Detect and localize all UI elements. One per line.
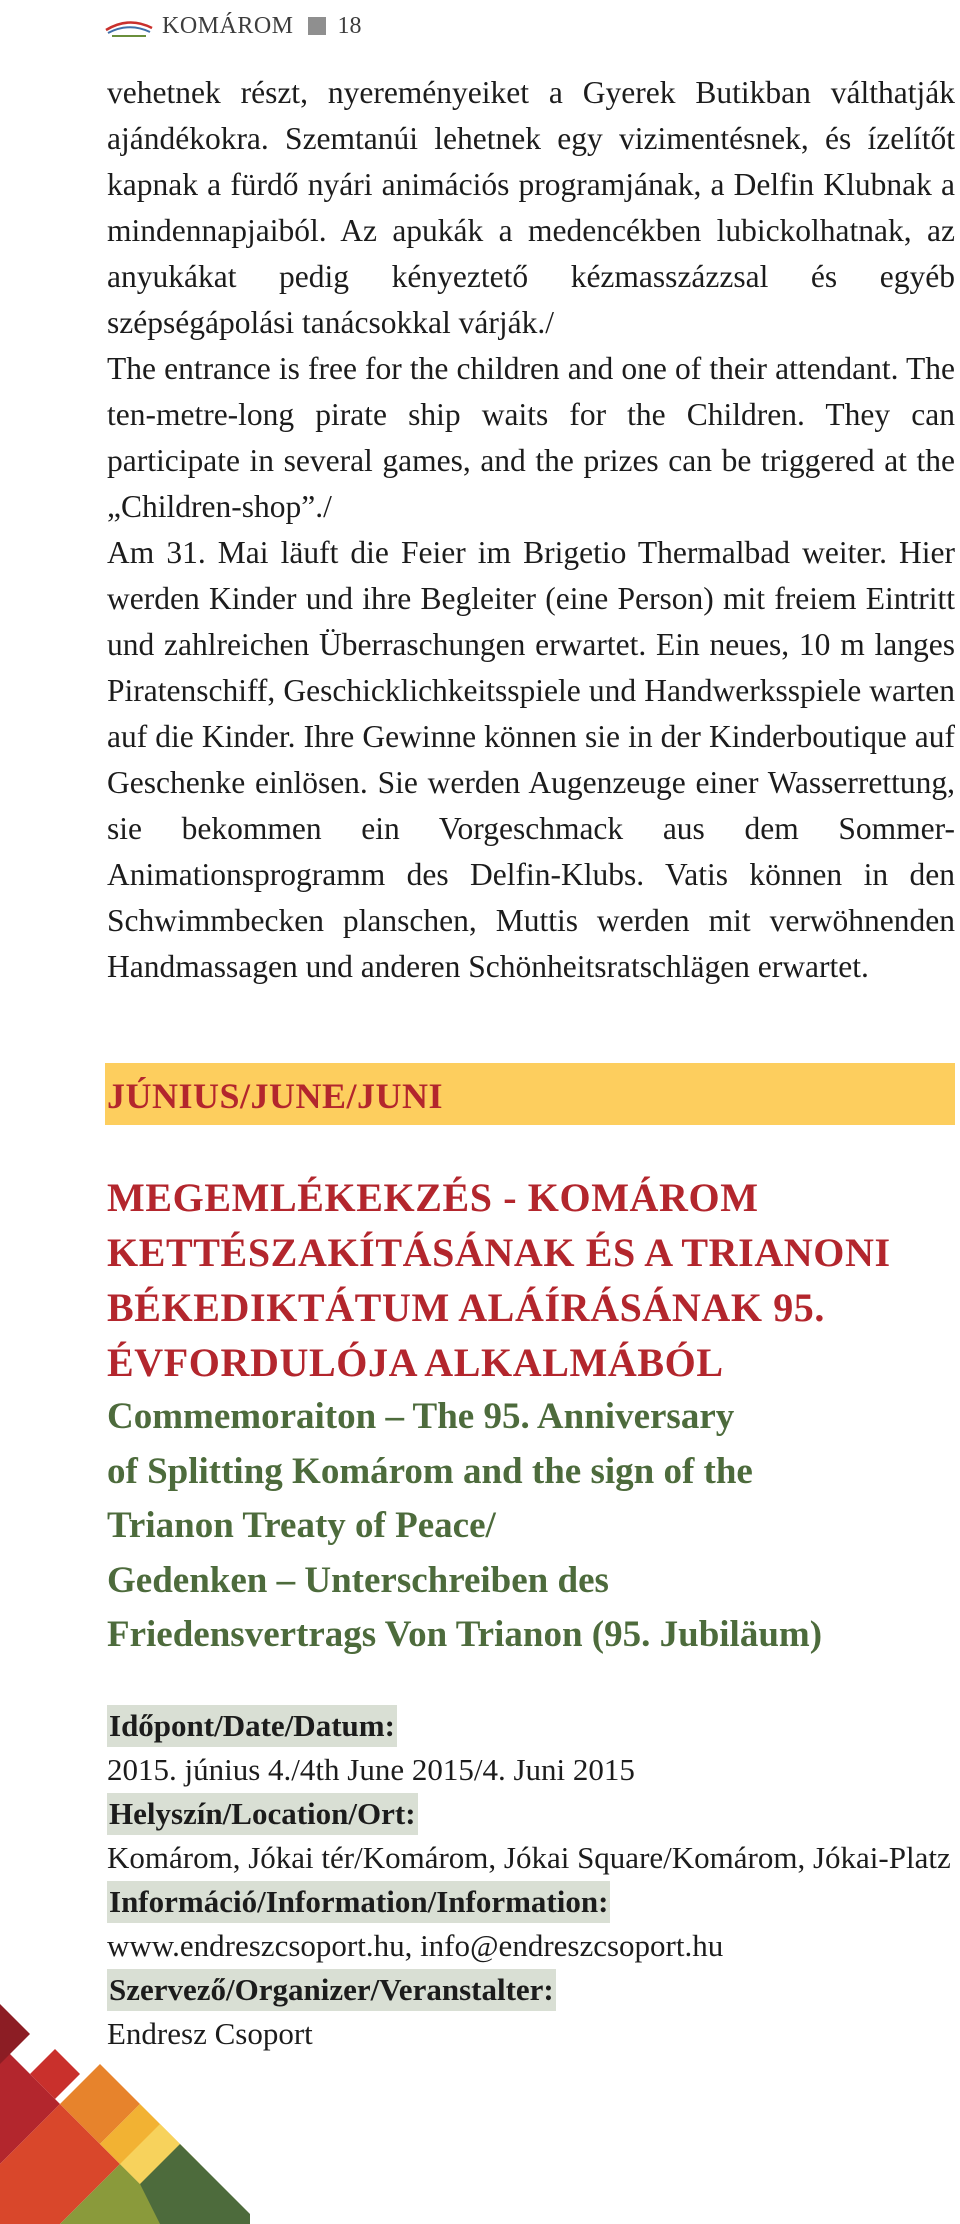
paragraph-hungarian: vehetnek részt, nyereményeiket a Gyerek Butikban válthatják ajándékokra. Szemtanúi lehetnek egy vizimentésnek, és ízelítőt kapnak a fürdő nyári animációs programjának, a Delfin Klubnak a mindennapjaiból. Az apukák a medencékben lubickolhatnak, az anyukákat pedig kényeztető kézmasszázzsal és egyéb szépségápolási tanácsokkal várják./ (107, 75, 955, 340)
location-label: Helyszín/Location/Ort: (107, 1793, 418, 1835)
paragraph-german: Am 31. Mai läuft die Feier im Brigetio Thermalbad weiter. Hier werden Kinder und ihre Begleiter (eine Person) mit freiem Eintritt und zahlreichen Überraschungen erwartet. Ein neues, 10 m langes Piratenschiff, Geschicklichkeitsspiele und Handwerksspiele warten auf die Kinder. Ihre Gewinne können sie in der Kinderboutique auf Geschenke einlösen. Sie werden Augenzeuge einer Wasserrettung, sie bekommen ein Vorgeschmack aus dem Sommer-Animationsprogramm des Delfin-Klubs. Vatis können in den Schwimmbecken planschen, Muttis werden mit verwöhnenden Handmassagen und anderen Schönheitsratschlägen erwartet. (107, 535, 955, 984)
date-value: 2015. június 4./4th June 2015/4. Juni 2015 (107, 1752, 635, 1787)
month-heading: JÚNIUS/JUNE/JUNI (107, 1076, 444, 1116)
event-title-translation-line: Trianon Treaty of Peace/ (107, 1505, 496, 1546)
komarom-logo-icon (104, 14, 154, 38)
paragraph-english: The entrance is free for the children and one of their attendant. The ten-metre-long pirate ship waits for the Children. They can participate in several games, and the prizes can be triggered at the „Children-shop”./ (107, 351, 955, 524)
article-body (107, 70, 955, 990)
event-title-translation-line: Friedensvertrags Von Trianon (95. Jubiläum) (107, 1614, 823, 1655)
organizer-value: Endresz Csoport (107, 2016, 313, 2051)
event-title-translation-line: Gedenken – Unterschreiben des (107, 1559, 609, 1601)
event-title-translation-line: of Splitting Komárom and the sign of the (107, 1450, 753, 1492)
event-title (107, 1170, 957, 1663)
separator-square-icon (308, 17, 326, 35)
page-header (104, 6, 362, 46)
decorative-corner-pattern (0, 2004, 250, 2224)
event-title-hungarian-line: MEGEMLÉKEKZÉS - KOMÁROM (107, 1175, 759, 1220)
month-heading-bar (105, 1063, 955, 1125)
event-title-hungarian-line: KETTÉSZAKÍTÁSÁNAK ÉS A TRIANONI (107, 1230, 891, 1275)
information-label: Információ/Information/Information: (107, 1881, 610, 1923)
organizer-label: Szervező/Organizer/Veranstalter: (107, 1969, 556, 2011)
event-title-translation-line: Commemoraiton – The 95. Anniversary (107, 1396, 735, 1437)
location-value: Komárom, Jókai tér/Komárom, Jókai Square/Komárom, Jókai-Platz (107, 1840, 951, 1875)
event-title-hungarian-line: BÉKEDIKTÁTUM ALÁÍRÁSÁNAK 95. (107, 1285, 826, 1330)
information-value: www.endreszcsoport.hu, info@endreszcsoport.hu (107, 1928, 724, 1963)
brand-name: KOMÁROM (162, 12, 294, 39)
date-label: Időpont/Date/Datum: (107, 1705, 397, 1747)
event-title-hungarian-line: ÉVFORDULÓJA ALKALMÁBÓL (107, 1340, 724, 1385)
page-number: 18 (337, 12, 362, 39)
